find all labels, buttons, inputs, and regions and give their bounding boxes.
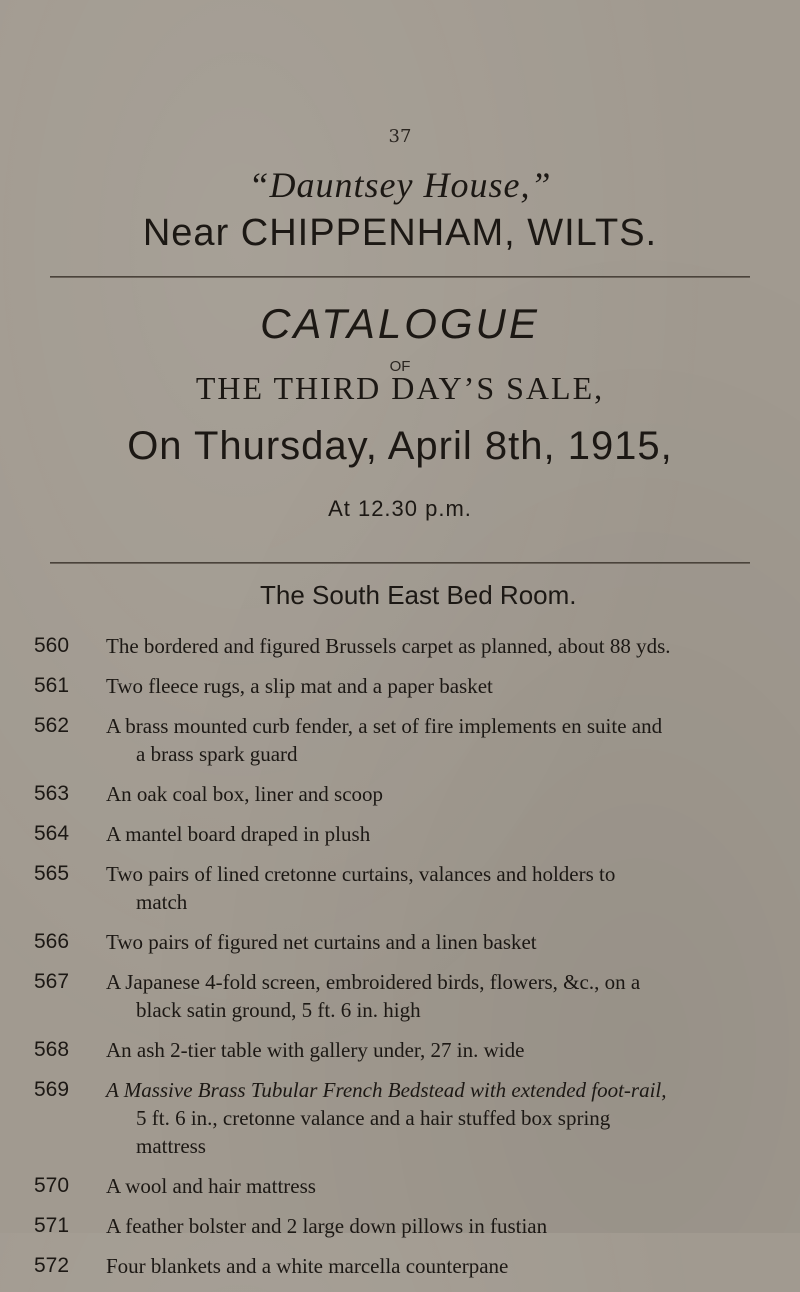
lot-number: 563 bbox=[34, 782, 70, 805]
sale-date-heading: On Thursday, April 8th, 1915, bbox=[127, 424, 673, 468]
lot-number: 565 bbox=[34, 862, 70, 885]
lot-list bbox=[0, 632, 800, 1292]
house-name: “Dauntsey House,” bbox=[248, 165, 552, 205]
lot-number: 569 bbox=[34, 1078, 70, 1101]
of-word: OF bbox=[389, 358, 411, 375]
lot-item bbox=[0, 1212, 800, 1240]
lot-description: An ash 2-tier table with gallery under, 27 in. wide bbox=[106, 1038, 525, 1062]
sale-time: At 12.30 p.m. bbox=[328, 496, 472, 521]
top-rule bbox=[50, 276, 750, 278]
lot-description bbox=[106, 1076, 766, 1160]
lot-description-line: black satin ground, 5 ft. 6 in. high bbox=[136, 998, 421, 1022]
room-title: The South East Bed Room. bbox=[260, 580, 577, 610]
lot-item bbox=[0, 968, 800, 1024]
lot-item bbox=[0, 820, 800, 848]
lot-item bbox=[0, 712, 800, 768]
lot-description: An oak coal box, liner and scoop bbox=[106, 782, 384, 806]
bottom-rule bbox=[50, 562, 750, 564]
lot-description-line: mattress bbox=[136, 1134, 206, 1158]
lot-description: A wool and hair mattress bbox=[106, 1174, 316, 1198]
lot-number: 572 bbox=[34, 1254, 70, 1277]
lot-description bbox=[106, 968, 766, 1024]
lot-description: The bordered and figured Brussels carpet as planned, about 88 yds. bbox=[106, 634, 671, 658]
lot-number: 564 bbox=[34, 822, 70, 845]
lot-description: Two pairs of figured net curtains and a linen basket bbox=[106, 930, 537, 954]
lot-number: 567 bbox=[34, 970, 70, 993]
lot-number: 566 bbox=[34, 930, 70, 953]
lot-item bbox=[0, 1076, 800, 1160]
lot-item bbox=[0, 1172, 800, 1200]
page-number: 37 bbox=[388, 126, 412, 147]
lot-description-line: match bbox=[136, 890, 188, 914]
lot-description bbox=[106, 712, 766, 768]
lot-description-line: 5 ft. 6 in., cretonne valance and a hair stuffed box spring bbox=[136, 1106, 611, 1130]
lot-description-line: A Massive Brass Tubular French Bedstead with extended foot-rail, bbox=[106, 1078, 667, 1102]
lot-number: 568 bbox=[34, 1038, 70, 1061]
catalogue-heading: CATALOGUE bbox=[260, 300, 540, 347]
lot-item bbox=[0, 632, 800, 660]
lot-description bbox=[106, 860, 766, 916]
lot-item bbox=[0, 780, 800, 808]
lot-item bbox=[0, 860, 800, 916]
lot-number: 560 bbox=[34, 634, 70, 657]
lot-description: Four blankets and a white marcella counterpane bbox=[106, 1254, 509, 1278]
lot-description-line: A brass mounted curb fender, a set of fire implements en suite and bbox=[106, 714, 663, 738]
lot-number: 561 bbox=[34, 674, 70, 697]
lot-description-line: Two pairs of lined cretonne curtains, valances and holders to bbox=[106, 862, 616, 886]
location-heading: Near CHIPPENHAM, WILTS. bbox=[142, 212, 658, 254]
lot-description: A mantel board draped in plush bbox=[106, 822, 371, 846]
lot-number: 570 bbox=[34, 1174, 70, 1197]
lot-number: 562 bbox=[34, 714, 70, 737]
lot-item bbox=[0, 928, 800, 956]
lot-description: Two fleece rugs, a slip mat and a paper basket bbox=[106, 674, 493, 698]
lot-description-line: a brass spark guard bbox=[136, 742, 298, 766]
lot-item bbox=[0, 1036, 800, 1064]
lot-item bbox=[0, 672, 800, 700]
lot-item bbox=[0, 1252, 800, 1280]
lot-number: 571 bbox=[34, 1214, 70, 1237]
lot-description-line: A Japanese 4-fold screen, embroidered birds, flowers, &c., on a bbox=[106, 970, 641, 994]
lot-description: A feather bolster and 2 large down pillows in fustian bbox=[106, 1214, 548, 1238]
sale-day-heading: THE THIRD DAY’S SALE, bbox=[195, 370, 605, 406]
